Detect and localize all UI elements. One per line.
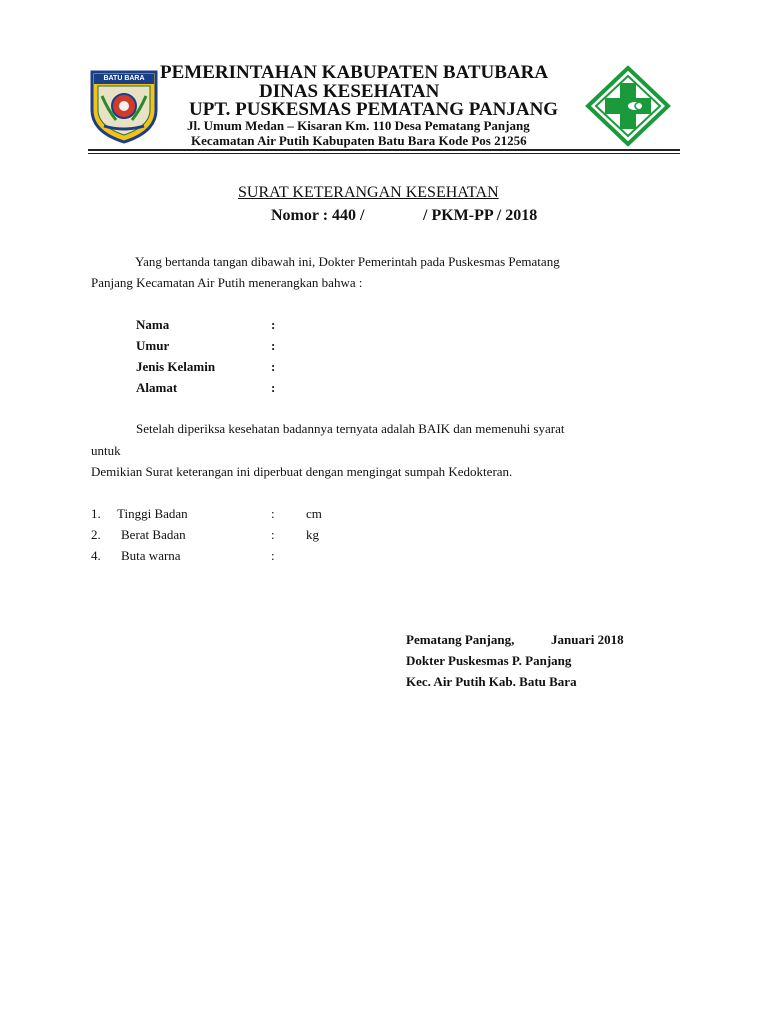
measurement-colon-berat: : — [271, 527, 275, 542]
header-divider-thin — [88, 153, 680, 154]
field-label-umur: Umur — [136, 338, 170, 353]
field-colon-jenis-kelamin: : — [271, 359, 276, 374]
header-line-2: DINAS KESEHATAN — [259, 81, 440, 102]
measurement-label-buta-warna: Buta warna — [121, 548, 181, 563]
signature-role: Dokter Puskesmas P. Panjang — [406, 653, 572, 668]
field-colon-nama: : — [271, 317, 276, 332]
intro-line-2: Panjang Kecamatan Air Putih menerangkan bahwa : — [91, 275, 363, 290]
field-label-nama: Nama — [136, 317, 170, 332]
signature-date: Januari 2018 — [551, 632, 624, 647]
measurement-num-1: 1. — [91, 506, 101, 521]
measurement-unit-kg: kg — [306, 527, 319, 542]
intro-line-1: Yang bertanda tangan dibawah ini, Dokter Pemerintah pada Puskesmas Pematang — [135, 254, 560, 269]
measurement-colon-tinggi: : — [271, 506, 275, 521]
result-line-1: Setelah diperiksa kesehatan badannya ternyata adalah BAIK dan memenuhi syarat — [136, 421, 565, 436]
header-line-1: PEMERINTAHAN KABUPATEN BATUBARA — [160, 62, 549, 83]
measurement-num-4: 4. — [91, 548, 101, 563]
field-label-jenis-kelamin: Jenis Kelamin — [136, 359, 216, 374]
header-line-3: UPT. PUSKESMAS PEMATANG PANJANG — [189, 99, 559, 120]
document-title: SURAT KETERANGAN KESEHATAN — [238, 184, 499, 201]
measurement-label-berat: Berat Badan — [121, 527, 186, 542]
field-colon-umur: : — [271, 338, 276, 353]
closing-line: Demikian Surat keterangan ini diperbuat dengan mengingat sumpah Kedokteran. — [91, 464, 513, 479]
measurement-label-tinggi: Tinggi Badan — [117, 506, 188, 521]
measurement-unit-cm: cm — [306, 506, 322, 521]
field-colon-alamat: : — [271, 380, 276, 395]
header-address-2: Kecamatan Air Putih Kabupaten Batu Bara Kode Pos 21256 — [191, 133, 527, 148]
document-number-suffix: / PKM-PP / 2018 — [423, 207, 538, 224]
measurement-num-2: 2. — [91, 527, 101, 542]
puskesmas-logo — [585, 65, 671, 147]
measurement-colon-buta-warna: : — [271, 548, 275, 563]
field-label-alamat: Alamat — [136, 380, 178, 395]
signature-org: Kec. Air Putih Kab. Batu Bara — [406, 674, 577, 689]
header-address-1: Jl. Umum Medan – Kisaran Km. 110 Desa Pematang Panjang — [187, 118, 530, 133]
signature-place: Pematang Panjang, — [406, 632, 515, 647]
header-divider-thick — [88, 149, 680, 151]
logo-label: BATU BARA — [103, 75, 145, 82]
document-number-prefix: Nomor : 440 / — [271, 207, 365, 224]
batu-bara-logo — [88, 66, 160, 144]
result-line-2: untuk — [91, 443, 121, 458]
